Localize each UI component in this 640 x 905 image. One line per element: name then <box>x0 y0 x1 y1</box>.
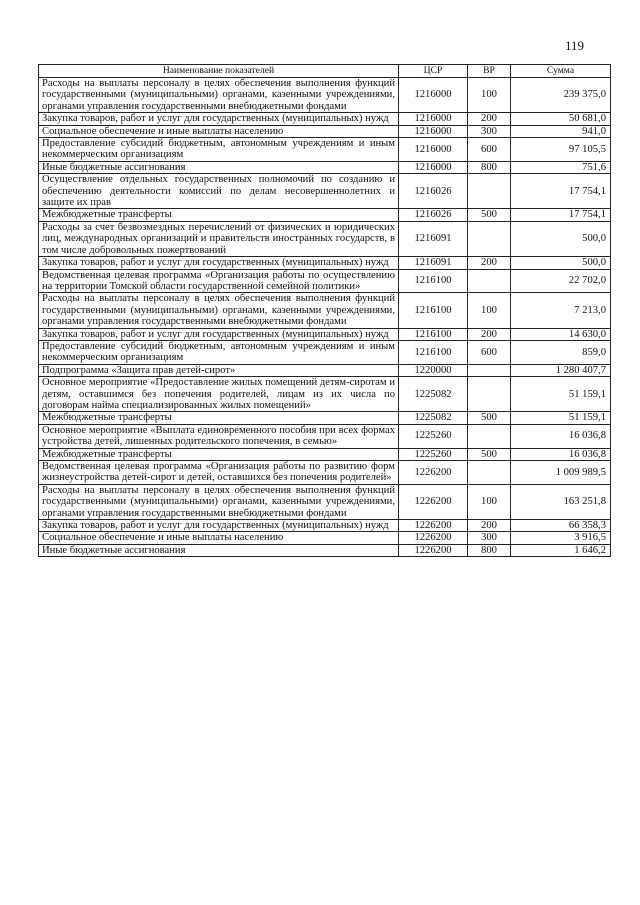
cell-csr: 1216100 <box>399 293 468 328</box>
cell-csr: 1216026 <box>399 209 468 221</box>
cell-csr: 1216000 <box>399 78 468 113</box>
cell-vr: 800 <box>468 544 511 556</box>
cell-vr: 800 <box>468 161 511 173</box>
cell-vr <box>468 364 511 376</box>
cell-vr: 100 <box>468 78 511 113</box>
page-number: 119 <box>565 38 585 53</box>
cell-csr: 1225260 <box>399 424 468 448</box>
cell-csr: 1225082 <box>399 377 468 412</box>
cell-name: Предоставление субсидий бюджетным, автономным учреждениям и иным некоммерческим организациям <box>39 340 399 364</box>
cell-vr: 100 <box>468 484 511 519</box>
table-row <box>39 484 611 519</box>
cell-csr: 1226200 <box>399 461 468 485</box>
table-row <box>39 257 611 269</box>
table-row <box>39 448 611 460</box>
cell-csr: 1216091 <box>399 221 468 256</box>
cell-name: Закупка товаров, работ и услуг для государственных (муниципальных) нужд <box>39 328 399 340</box>
cell-vr: 200 <box>468 328 511 340</box>
cell-name: Расходы на выплаты персоналу в целях обеспечения выполнения функций государственными (муниципальными) органами, казенными учреждениями, органами управления государственными внебюджетными фондами <box>39 78 399 113</box>
table-row <box>39 293 611 328</box>
cell-vr <box>468 424 511 448</box>
cell-sum: 941,0 <box>511 125 611 137</box>
cell-sum: 22 702,0 <box>511 269 611 293</box>
cell-sum: 751,6 <box>511 161 611 173</box>
table-row <box>39 461 611 485</box>
cell-name: Иные бюджетные ассигнования <box>39 544 399 556</box>
cell-csr: 1216000 <box>399 125 468 137</box>
cell-vr: 300 <box>468 125 511 137</box>
cell-name: Закупка товаров, работ и услуг для государственных (муниципальных) нужд <box>39 113 399 125</box>
cell-csr: 1216026 <box>399 174 468 209</box>
cell-sum: 859,0 <box>511 340 611 364</box>
cell-sum: 50 681,0 <box>511 113 611 125</box>
cell-vr: 500 <box>468 412 511 424</box>
cell-name: Ведомственная целевая программа «Организация работы по развитию форм жизнеустройства детей-сирот и детей, оставшихся без попечения родителей» <box>39 461 399 485</box>
cell-csr: 1226200 <box>399 544 468 556</box>
budget-table <box>38 64 611 557</box>
header-vr: ВР <box>468 65 511 78</box>
cell-csr: 1216100 <box>399 269 468 293</box>
cell-vr: 500 <box>468 448 511 460</box>
cell-vr: 600 <box>468 138 511 162</box>
cell-vr <box>468 461 511 485</box>
header-sum: Сумма <box>511 65 611 78</box>
cell-sum: 17 754,1 <box>511 174 611 209</box>
cell-csr: 1216100 <box>399 328 468 340</box>
cell-sum: 1 646,2 <box>511 544 611 556</box>
cell-csr: 1216000 <box>399 138 468 162</box>
cell-csr: 1216000 <box>399 113 468 125</box>
cell-name: Основное мероприятие «Выплата единовременного пособия при всех формах устройства детей, лишенных родительского попечения, в семью» <box>39 424 399 448</box>
cell-csr: 1216000 <box>399 161 468 173</box>
cell-name: Расходы на выплаты персоналу в целях обеспечения выполнения функций государственными (муниципальными) органами, казенными учреждениями, органами управления государственными внебюджетными фондами <box>39 293 399 328</box>
cell-name: Подпрограмма «Защита прав детей-сирот» <box>39 364 399 376</box>
table-body <box>39 78 611 557</box>
cell-name: Социальное обеспечение и иные выплаты населению <box>39 532 399 544</box>
cell-vr: 100 <box>468 293 511 328</box>
cell-sum: 500,0 <box>511 257 611 269</box>
cell-vr: 200 <box>468 257 511 269</box>
cell-csr: 1216091 <box>399 257 468 269</box>
cell-sum: 163 251,8 <box>511 484 611 519</box>
cell-csr: 1220000 <box>399 364 468 376</box>
table-row <box>39 544 611 556</box>
cell-sum: 500,0 <box>511 221 611 256</box>
cell-sum: 16 036,8 <box>511 448 611 460</box>
table-row <box>39 138 611 162</box>
table-row <box>39 328 611 340</box>
cell-sum: 239 375,0 <box>511 78 611 113</box>
header-csr: ЦСР <box>399 65 468 78</box>
table-row <box>39 532 611 544</box>
cell-csr: 1226200 <box>399 520 468 532</box>
table-row <box>39 113 611 125</box>
cell-sum: 1 009 989,5 <box>511 461 611 485</box>
cell-sum: 51 159,1 <box>511 412 611 424</box>
table-row <box>39 269 611 293</box>
cell-vr: 600 <box>468 340 511 364</box>
cell-vr <box>468 377 511 412</box>
cell-name: Межбюджетные трансферты <box>39 448 399 460</box>
cell-name: Закупка товаров, работ и услуг для государственных (муниципальных) нужд <box>39 257 399 269</box>
table-row <box>39 125 611 137</box>
table-row <box>39 340 611 364</box>
cell-vr <box>468 174 511 209</box>
cell-vr <box>468 221 511 256</box>
cell-vr: 200 <box>468 520 511 532</box>
cell-sum: 66 358,3 <box>511 520 611 532</box>
cell-name: Расходы на выплаты персоналу в целях обеспечения выполнения функций государственными (муниципальными) органами, казенными учреждениями, органами управления государственными внебюджетными фондами <box>39 484 399 519</box>
table-row <box>39 412 611 424</box>
cell-csr: 1226200 <box>399 484 468 519</box>
cell-name: Межбюджетные трансферты <box>39 209 399 221</box>
table-row <box>39 364 611 376</box>
cell-name: Ведомственная целевая программа «Организация работы по осуществлению на территории Томской области государственной семейной политики» <box>39 269 399 293</box>
cell-sum: 17 754,1 <box>511 209 611 221</box>
cell-csr: 1226200 <box>399 532 468 544</box>
cell-vr <box>468 269 511 293</box>
cell-name: Предоставление субсидий бюджетным, автономным учреждениям и иным некоммерческим организациям <box>39 138 399 162</box>
table-row <box>39 209 611 221</box>
cell-vr: 200 <box>468 113 511 125</box>
cell-name: Закупка товаров, работ и услуг для государственных (муниципальных) нужд <box>39 520 399 532</box>
cell-csr: 1225260 <box>399 448 468 460</box>
cell-name: Социальное обеспечение и иные выплаты населению <box>39 125 399 137</box>
table-row <box>39 174 611 209</box>
cell-csr: 1216100 <box>399 340 468 364</box>
cell-sum: 14 630,0 <box>511 328 611 340</box>
cell-sum: 97 105,5 <box>511 138 611 162</box>
cell-sum: 16 036,8 <box>511 424 611 448</box>
table-row <box>39 161 611 173</box>
cell-sum: 3 916,5 <box>511 532 611 544</box>
cell-name: Осуществление отдельных государственных полномочий по созданию и обеспечению деятельности комиссий по делам несовершеннолетних и защите их прав <box>39 174 399 209</box>
cell-name: Межбюджетные трансферты <box>39 412 399 424</box>
cell-name: Основное мероприятие «Предоставление жилых помещений детям-сиротам и детям, оставшимся без попечения родителей, лицам из их числа по договорам найма специализированных жилых помещений» <box>39 377 399 412</box>
cell-name: Расходы за счет безвозмездных перечислений от физических и юридических лиц, международных организаций и правительств иностранных государств, в том числе добровольных пожертвований <box>39 221 399 256</box>
cell-sum: 51 159,1 <box>511 377 611 412</box>
cell-vr: 500 <box>468 209 511 221</box>
cell-sum: 1 280 407,7 <box>511 364 611 376</box>
table-row <box>39 424 611 448</box>
cell-csr: 1225082 <box>399 412 468 424</box>
table-header-row <box>39 65 611 78</box>
cell-vr: 300 <box>468 532 511 544</box>
table-row <box>39 377 611 412</box>
table-row <box>39 520 611 532</box>
table-row <box>39 78 611 113</box>
cell-sum: 7 213,0 <box>511 293 611 328</box>
header-name: Наименование показателей <box>39 65 399 78</box>
table-row <box>39 221 611 256</box>
cell-name: Иные бюджетные ассигнования <box>39 161 399 173</box>
